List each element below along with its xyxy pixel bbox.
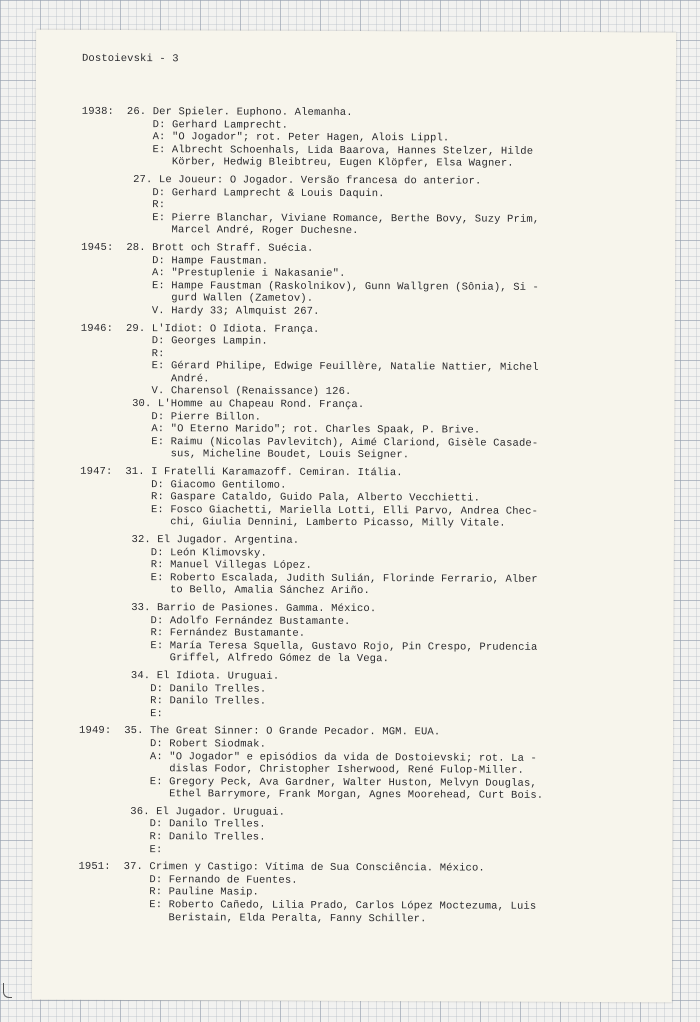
text-line: E: [79,707,164,720]
text-line: V. Hardy 33; Almquist 267. [80,304,320,318]
text-line: 1949: 35. The Great Sinner: O Grande Pecador. MGM. EUA. [79,725,441,739]
text-line: chi, Giulia Dennini, Lamberto Picasso, Milly Vitale. [79,516,506,531]
text-line: E: Hampe Faustman (Raskolnikov), Gunn Wallgren (Sônia), Si - [80,279,540,294]
text-line: D: Gerhard Lamprecht & Louis Daquin. [81,186,385,200]
text-line: E: Gérard Philipe, Edwige Feuillère, Natalie Nattier, Michel [80,360,539,375]
text-line: D: León Klimovsky. [79,546,267,560]
text-line: Körber, Hedwig Bleibtreu, Eugen Klöpfer, Elsa Wagner. [81,156,514,171]
text-line: D: Giacomo Gentilomo. [80,478,287,492]
text-line: gurd Wallen (Zametov). [80,292,314,306]
text-line: R: Danilo Trelles. [79,694,267,708]
page-header: Dostoievski - 3 [81,52,179,66]
text-line: E: Gregory Peck, Ava Gardner, Walter Huston, Melvyn Douglas, [78,775,537,790]
text-line: D: Danilo Trelles. [79,682,267,696]
text-line: R: [81,198,166,212]
text-line: R: Danilo Trelles. [78,830,266,844]
text-line: 1938: 26. Der Spieler. Euphono. Alemanha. [81,105,353,119]
text-line: E: Roberto Escalada, Judith Sulián, Florinde Ferrario, Alber [79,571,538,586]
text-line: 34. El Idiota. Uruguai. [79,669,280,683]
text-line: 30. L'Homme au Chapeau Rond. França. [80,397,365,412]
text-line: 1951: 37. Crimen y Castigo: Vítima de Sua Consciência. México. [78,861,485,875]
text-line: 27. Le Joueur: O Jogador. Versão francesa do anterior. [81,173,482,188]
text-line: R: Pauline Masip. [78,886,260,900]
text-line: 32. El Jugador. Argentina. [79,533,300,547]
text-line: R: [80,347,165,360]
text-line: 36. El Jugador. Uruguai. [78,805,286,819]
text-line: D: Danilo Trelles. [78,818,266,832]
text-line: E: Pierre Blanchar, Viviane Romance, Berthe Bovy, Suzy Prim, [81,211,540,226]
text-line: D: Georges Lampin. [80,334,268,348]
text-line: Marcel André, Roger Duchesne. [81,224,359,238]
text-line: Ethel Barrymore, Frank Morgan, Agnes Moorehead, Curt Bois. [78,788,544,803]
text-line: E: María Teresa Squella, Gustavo Rojo, Pin Crespo, Prudencia [79,639,538,654]
text-line: R: Manuel Villegas López. [79,558,313,573]
text-line: to Bello, Amalia Sánchez Ariño. [79,584,370,598]
text-line: R: Gaspare Cataldo, Guido Pala, Alberto Vecchietti. [80,491,481,505]
text-line: sus, Micheline Boudet, Louis Seigner. [80,448,410,462]
text-line: D: Fernando de Fuentes. [78,873,298,887]
typewritten-page [32,30,676,1003]
text-line: E: [78,843,163,856]
text-line: D: Robert Siodmak. [78,737,267,751]
text-line: D: Hampe Faustman. [81,254,269,268]
text-line: A: "O Jogador" e episódios da vida de Dostoievski; rot. La - [78,750,538,765]
text-line: D: Adolfo Fernández Bustamante. [79,614,351,628]
text-line: V. Charensol (Renaissance) 126. [80,385,352,399]
text-line: A: "O Eterno Marido"; rot. Charles Spaak, P. Brive. [80,423,481,437]
text-line: E: Raimu (Nicolas Pavlevitch), Aimé Clariond, Gisèle Casade- [80,435,539,450]
text-line: André. [80,372,210,386]
text-line: E: Roberto Cañedo, Lilia Prado, Carlos López Moctezuma, Luis [78,898,537,913]
text-line: 1946: 29. L'Idiot: O Idiota. França. [80,322,320,336]
text-line: E: Fosco Giachetti, Mariella Lotti, Elli Parvo, Andrea Chec- [79,503,539,518]
binder-mark [3,983,12,998]
text-line: A: "Prestuplenie i Nakasanie". [81,266,346,281]
text-line: E: Albrecht Schoenhals, Lida Baarova, Hannes Stelzer, Hilde [81,143,534,158]
text-line: D: Gerhard Lamprecht. [81,118,289,132]
text-line: D: Pierre Billon. [80,410,262,424]
filmography-list [78,106,546,926]
text-line: A: "O Jogador"; rot. Peter Hagen, Alois Lippl. [81,130,450,145]
text-line: dislas Fodor, Christopher Isherwood, René Fulop-Miller. [78,762,525,777]
text-line: 1947: 31. I Fratelli Karamazoff. Cemiran. Itália. [80,465,403,480]
text-line: R: Fernández Bustamante. [79,626,306,640]
text-line: 33. Barrio de Pasiones. Gamma. México. [79,601,377,616]
text-line: Griffel, Alfredo Gómez de la Vega. [79,652,390,666]
text-line: Beristain, Elda Peralta, Fanny Schiller. [78,911,427,925]
text-line: 1945: 28. Brott och Straff. Suécia. [81,241,314,255]
